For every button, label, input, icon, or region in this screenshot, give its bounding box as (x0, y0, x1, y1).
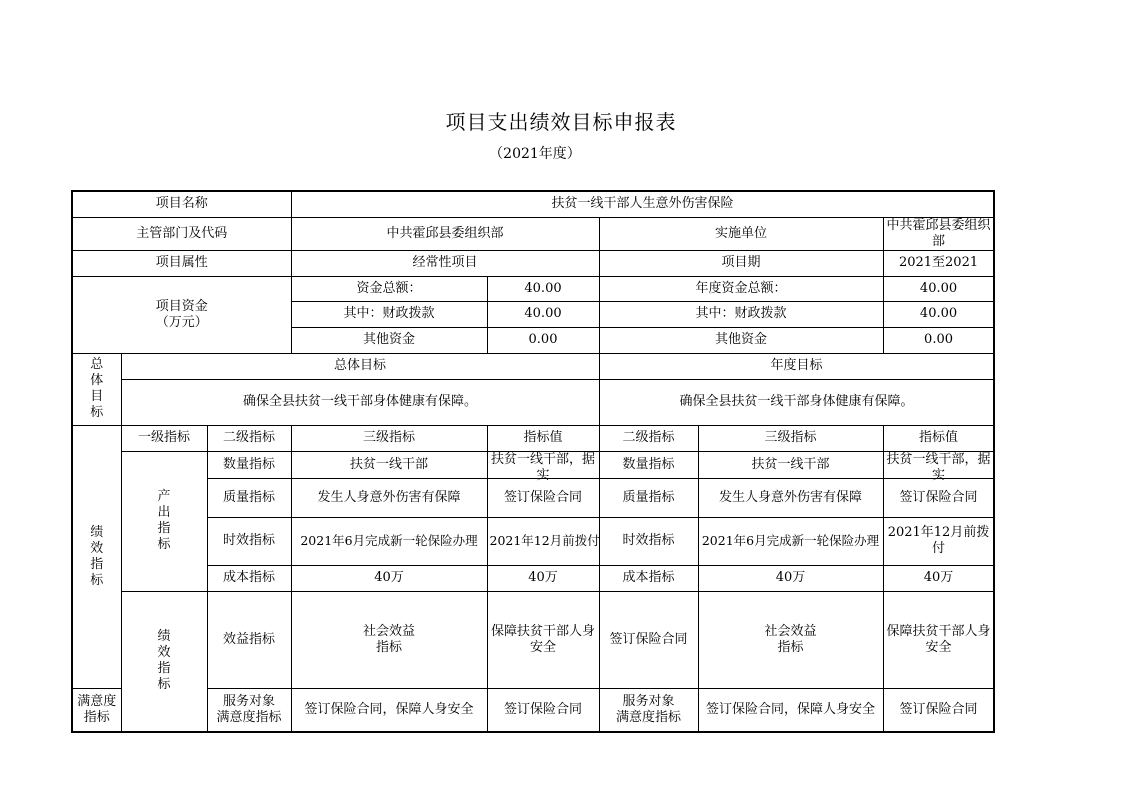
annual-goal-label: 年度目标 (599, 353, 994, 379)
satisfaction-l2-b: 服务对象 满意度指标 (599, 688, 698, 732)
performance-table (71, 190, 995, 733)
unit-label: 实施单位 (599, 217, 883, 250)
benefit-l3: 保障扶贫干部人身安全 (487, 591, 599, 688)
funds-total-label: 资金总额： (291, 276, 487, 301)
quantity-value-b (883, 451, 994, 483)
row-goals-header (72, 353, 994, 379)
cost-l3-b: 40万 (698, 565, 883, 591)
cost-l2-b: 成本指标 (599, 565, 698, 591)
other-value: 0.00 (487, 327, 599, 353)
dept-label: 主管部门及代码 (72, 217, 291, 250)
benefit-l3-b: 保障扶贫干部人身安全 (883, 591, 994, 688)
row-cost (72, 565, 994, 591)
quality-l2: 质量指标 (207, 478, 291, 517)
timeliness-l2: 时效指标 (207, 517, 291, 565)
annual-goal-text: 确保全县扶贫一线干部身体健康有保障。 (599, 379, 994, 425)
row-timeliness (72, 517, 994, 565)
col-level2-b: 二级指标 (599, 425, 698, 451)
funds-label (72, 276, 291, 353)
quantity-l2-b: 数量指标 (599, 451, 698, 478)
attr-value: 经常性项目 (291, 250, 599, 276)
annual-fiscal-label: 其中：财政拨款 (599, 301, 883, 327)
annual-other-label: 其他资金 (599, 327, 883, 353)
fiscal-label: 其中：财政拨款 (291, 301, 487, 327)
funds-total-value: 40.00 (487, 276, 599, 301)
quantity-value-b-text: 扶贫一线干部，据实 (886, 451, 991, 483)
indicators-side-text-2: 绩 效 指 标 (157, 629, 171, 693)
dept-value: 中共霍邱县委组织部 (291, 217, 599, 250)
indicators-side-label (72, 425, 121, 688)
satisfaction-l1: 满意度指标 (72, 688, 121, 732)
row-indicator-header (72, 425, 994, 451)
project-name-value: 扶贫一线干部人生意外伤害保险 (291, 191, 994, 217)
quality-l3: 发生人身意外伤害有保障 (291, 478, 487, 517)
period-value: 2021至2021 (883, 250, 994, 276)
output-label-text: 产 出 指 标 (157, 489, 171, 552)
quantity-value (487, 451, 599, 483)
satisfaction-value: 签订保险合同 (487, 688, 599, 732)
page-title: 项目支出绩效目标申报表 (445, 110, 677, 134)
overall-goal-label: 总体目标 (121, 353, 599, 379)
goals-side-label (72, 353, 121, 425)
fiscal-value: 40.00 (487, 301, 599, 327)
benefit-value: 签订保险合同 (599, 591, 698, 688)
period-label: 项目期 (599, 250, 883, 276)
annual-total-label: 年度资金总额： (599, 276, 883, 301)
timeliness-l2-b: 时效指标 (599, 517, 698, 565)
cost-value: 40万 (487, 565, 599, 591)
quantity-l3: 扶贫一线干部 (291, 451, 487, 478)
page-subtitle-year: （2021年度） (489, 146, 581, 162)
unit-value: 中共霍邱县委组织部 (883, 217, 994, 250)
row-dept (72, 217, 994, 250)
project-name-label: 项目名称 (72, 191, 291, 217)
benefit-l2: 社会效益 指标 (291, 591, 487, 688)
annual-other-value: 0.00 (883, 327, 994, 353)
quality-l3-b: 发生人身意外伤害有保障 (698, 478, 883, 517)
quality-l2-b: 质量指标 (599, 478, 698, 517)
cost-value-b: 40万 (883, 565, 994, 591)
timeliness-value-b: 2021年12月前拨付 (883, 517, 994, 565)
row-goals-text (72, 379, 994, 425)
cost-l2: 成本指标 (207, 565, 291, 591)
attr-label: 项目属性 (72, 250, 291, 276)
col-level2: 二级指标 (207, 425, 291, 451)
annual-fiscal-value: 40.00 (883, 301, 994, 327)
benefit-l2-b: 社会效益 指标 (698, 591, 883, 688)
quality-value: 签订保险合同 (487, 478, 599, 517)
quantity-l2: 数量指标 (207, 451, 291, 478)
row-satisfaction (72, 688, 994, 732)
funds-label-line2: （万元） (155, 314, 208, 330)
col-value: 指标值 (487, 425, 599, 451)
funds-label-line1: 项目资金 (155, 298, 208, 314)
overall-goal-text: 确保全县扶贫一线干部身体健康有保障。 (121, 379, 599, 425)
timeliness-l3: 2021年6月完成新一轮保险办理 (291, 517, 487, 565)
timeliness-l3-b: 2021年6月完成新一轮保险办理 (698, 517, 883, 565)
cost-l3: 40万 (291, 565, 487, 591)
row-funds-total (72, 276, 994, 301)
benefit-l1: 效益指标 (207, 591, 291, 688)
row-benefit (72, 591, 994, 688)
quantity-value-text: 扶贫一线干部，据实 (490, 451, 595, 483)
satisfaction-l2: 服务对象 满意度指标 (207, 688, 291, 732)
col-level3-b: 三级指标 (698, 425, 883, 451)
row-quality (72, 478, 994, 517)
col-level1: 一级指标 (121, 425, 207, 451)
timeliness-value: 2021年12月前拨付 (487, 517, 599, 565)
output-label (121, 451, 207, 591)
col-value-b: 指标值 (883, 425, 994, 451)
row-project-name (72, 191, 994, 217)
satisfaction-l3-b: 签订保险合同，保障人身安全 (698, 688, 883, 732)
row-quantity (72, 451, 994, 478)
goals-side-text: 总 体 目 标 (90, 357, 104, 420)
col-level3: 三级指标 (291, 425, 487, 451)
quantity-l3-b: 扶贫一线干部 (698, 451, 883, 478)
row-attr (72, 250, 994, 276)
indicators-side-text: 绩 效 指 标 (90, 524, 104, 588)
other-label: 其他资金 (291, 327, 487, 353)
satisfaction-l3: 签订保险合同，保障人身安全 (291, 688, 487, 732)
annual-total-value: 40.00 (883, 276, 994, 301)
quality-value-b: 签订保险合同 (883, 478, 994, 517)
indicators-side-label-2 (121, 591, 207, 732)
satisfaction-value-b: 签订保险合同 (883, 688, 994, 732)
